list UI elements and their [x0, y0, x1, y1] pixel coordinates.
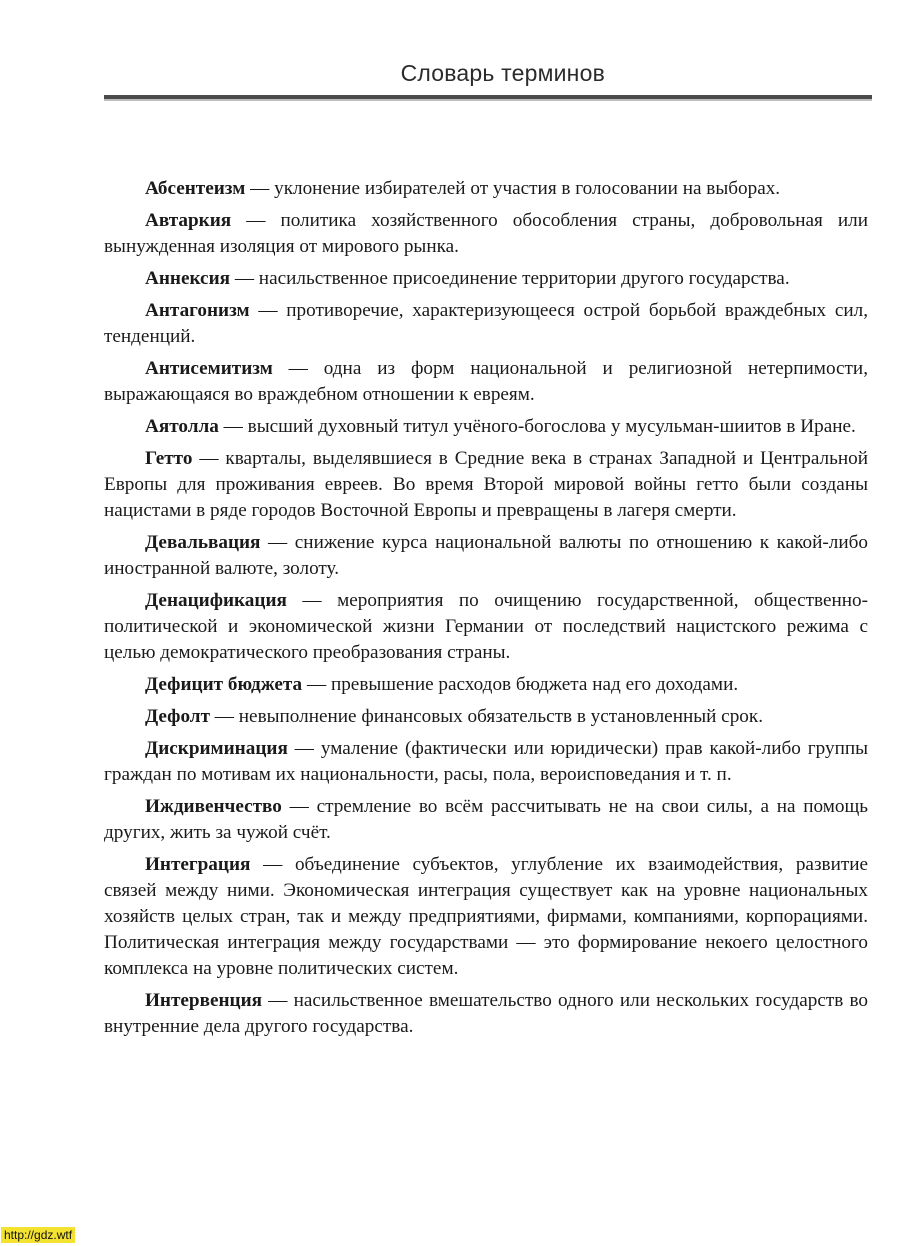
glossary-entry	[104, 298, 868, 350]
term-dash: —	[223, 416, 243, 437]
entry-definition: невыполнение финансовых обязательств в установленный срок.	[238, 706, 764, 727]
entry-definition: одна из форм национальной и религиозной нетерпимости, выражающаяся во враждебном отношении к евреям.	[104, 358, 868, 405]
entry-term: Иждивенчество	[145, 796, 282, 817]
term-dash: —	[294, 738, 314, 759]
entry-term: Автаркия	[145, 210, 232, 231]
entry-definition: стремление во всём рассчитывать не на свои силы, а на помощь других, жить за чужой счёт.	[104, 796, 869, 843]
entry-term: Антисемитизм	[145, 358, 273, 379]
term-dash: —	[199, 448, 219, 469]
glossary-entry	[104, 988, 868, 1040]
entry-definition: объединение субъектов, углубление их взаимодействия, развитие связей между ними. Экономическая интеграция существует как на уровне национальных хозяйств целых стран, так и между предприятиями, фирмами, компаниями, корпорациями. Политическая интеграция между государствами — это формирование некоего целостного комплекса на уровне политических систем.	[104, 854, 869, 979]
glossary-entry	[104, 446, 868, 524]
page-title: Словарь терминов	[400, 60, 605, 86]
entry-term: Аннексия	[145, 268, 231, 289]
glossary-entry	[104, 530, 868, 582]
term-dash: —	[258, 300, 278, 321]
entry-definition: насильственное вмешательство одного или нескольких государств во внутренние дела другого государства.	[104, 990, 869, 1037]
entry-term: Дефолт	[145, 706, 210, 727]
entry-definition: превышение расходов бюджета над его доходами.	[330, 674, 739, 695]
term-dash: —	[268, 990, 288, 1011]
term-dash: —	[288, 358, 308, 379]
glossary	[104, 176, 868, 1046]
entry-definition: кварталы, выделявшиеся в Средние века в странах Западной и Центральной Европы для проживания евреев. Во время Второй мировой войны гетто были созданы нацистами в ряде городов Восточной Европы и превращены в лагеря смерти.	[104, 448, 869, 521]
header-rule-shadow	[104, 99, 872, 101]
entry-definition: высший духовный титул учёного-богослова у мусульман-шиитов в Иране.	[247, 416, 856, 437]
entry-definition: снижение курса национальной валюты по отношению к какой-либо иностранной валюте, золоту.	[104, 532, 868, 579]
watermark-link[interactable]: http://gdz.wtf	[1, 1227, 75, 1243]
glossary-entry	[104, 704, 868, 730]
entry-term: Девальвация	[145, 532, 261, 553]
entry-definition: политика хозяйственного обособления страны, добровольная или вынужденная изоляция от мирового рынка.	[104, 210, 869, 257]
term-dash: —	[302, 590, 322, 611]
entry-definition: мероприятия по очищению государственной, общественно-политической и экономической жизни Германии от последствий нацистского режима с целью демократического преобразования страны.	[104, 590, 869, 663]
entry-term: Антагонизм	[145, 300, 250, 321]
entry-term: Денацификация	[145, 590, 287, 611]
term-dash: —	[234, 268, 254, 289]
glossary-entry	[104, 736, 868, 788]
entry-term: Абсентеизм	[145, 178, 246, 199]
entry-term: Гетто	[145, 448, 193, 469]
entry-term: Дискриминация	[145, 738, 288, 759]
glossary-entry	[104, 356, 868, 408]
glossary-entry	[104, 794, 868, 846]
term-dash: —	[289, 796, 309, 817]
glossary-entry	[104, 414, 868, 440]
entry-definition: уклонение избирателей от участия в голосовании на выборах.	[274, 178, 781, 199]
entry-term: Интеграция	[145, 854, 251, 875]
glossary-entry	[104, 588, 868, 666]
entry-definition: умаление (фактически или юридически) прав какой-либо группы граждан по мотивам их национальности, расы, пола, вероисповедания и т. п.	[104, 738, 868, 785]
glossary-entry	[104, 176, 868, 202]
term-dash: —	[263, 854, 283, 875]
glossary-entry	[104, 208, 868, 260]
term-dash: —	[268, 532, 288, 553]
page-header	[0, 0, 908, 104]
term-dash: —	[214, 706, 234, 727]
glossary-entry	[104, 266, 868, 292]
entry-definition: насильственное присоединение территории другого государства.	[258, 268, 790, 289]
entry-term: Дефицит бюджета	[145, 674, 303, 695]
term-dash: —	[306, 674, 327, 695]
term-dash: —	[246, 210, 266, 231]
entry-definition: противоречие, характеризующееся острой борьбой враждебных сил, тенденций.	[104, 300, 869, 347]
term-dash: —	[250, 178, 270, 199]
glossary-entry	[104, 672, 868, 698]
entry-term: Интервенция	[145, 990, 263, 1011]
glossary-entry	[104, 852, 868, 982]
entry-term: Аятолла	[145, 416, 219, 437]
